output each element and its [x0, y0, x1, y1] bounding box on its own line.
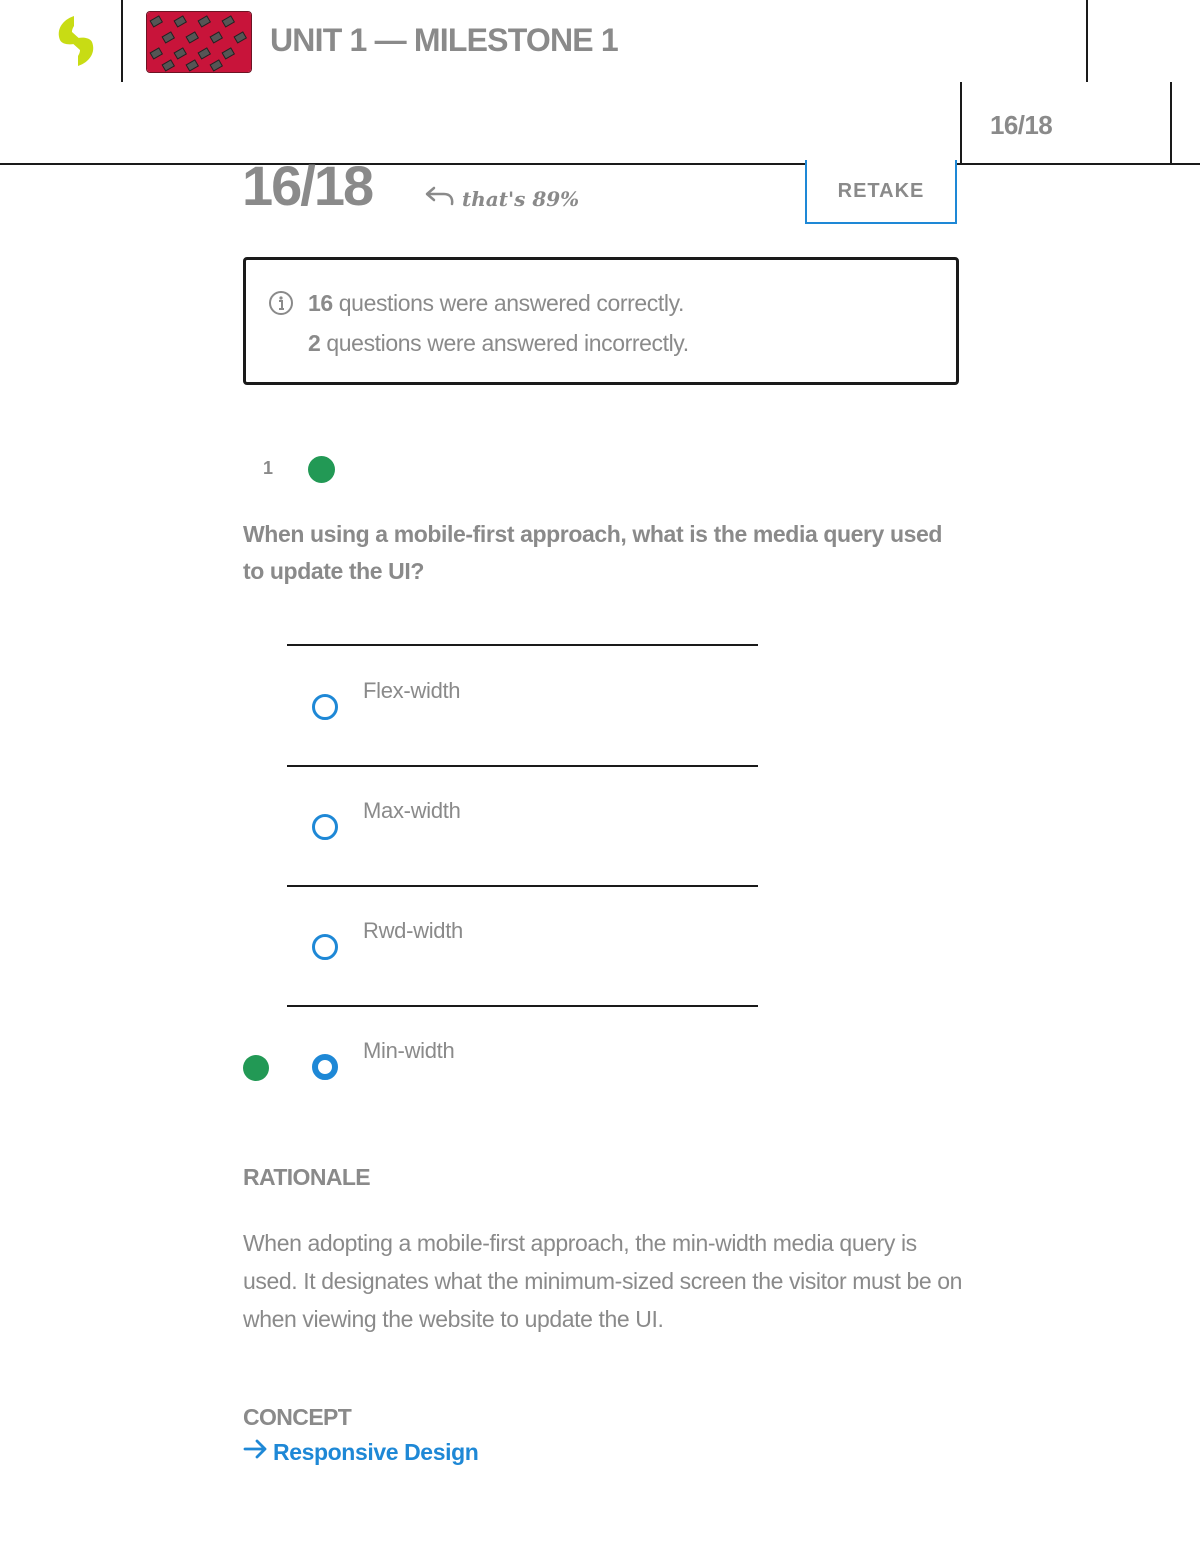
incorrect-summary [308, 330, 689, 357]
option-radio-flex-width[interactable] [312, 694, 338, 720]
sophia-logo-icon[interactable] [52, 14, 100, 68]
question-number: 1 [263, 458, 274, 478]
curved-arrow-icon [424, 184, 456, 213]
correct-summary [308, 290, 684, 317]
option-divider [287, 765, 758, 767]
incorrect-summary-text: questions were answered incorrectly. [320, 330, 689, 356]
option-label[interactable]: Max-width [363, 798, 461, 823]
option-label[interactable]: Flex-width [363, 678, 461, 703]
question-text: When using a mobile-first approach, what is the media query used to update the UI? [243, 521, 943, 584]
option-radio-max-width[interactable] [312, 814, 338, 840]
concept-link-label[interactable]: Responsive Design [273, 1438, 479, 1465]
correct-answer-dot [243, 1055, 269, 1081]
retake-button[interactable]: RETAKE [805, 160, 957, 224]
option-radio-rwd-width[interactable] [312, 934, 338, 960]
results-summary [243, 257, 959, 385]
correct-summary-text: questions were answered correctly. [332, 290, 684, 316]
option-divider [287, 644, 758, 646]
option-divider [287, 885, 758, 887]
rationale-text: When adopting a mobile-first approach, the min-width media query is used. It designates what the minimum-sized screen the visitor must be on when viewing the website to update the UI. [243, 1230, 963, 1332]
arrow-right-icon [243, 1438, 269, 1466]
correct-status-dot [308, 456, 335, 483]
header-divider-right [1086, 0, 1088, 82]
incorrect-count: 2 [308, 330, 321, 356]
score-value: 16/18 [242, 154, 373, 217]
rationale-heading: RATIONALE [243, 1164, 371, 1190]
concept-link[interactable] [243, 1438, 478, 1466]
score-tab[interactable]: 16/18 [990, 110, 1053, 140]
option-radio-min-width[interactable] [312, 1054, 338, 1080]
header-bottom-border [0, 163, 1200, 165]
unit-title: UNIT 1 — MILESTONE 1 [270, 22, 618, 58]
course-thumbnail [146, 11, 252, 73]
percent-note-text: that's 89% [462, 186, 580, 211]
option-label[interactable]: Rwd-width [363, 918, 463, 943]
percent-note [424, 184, 579, 213]
option-divider [287, 1005, 758, 1007]
info-icon [268, 290, 294, 316]
header-divider-left [121, 0, 123, 82]
option-label[interactable]: Min-width [363, 1038, 455, 1063]
score-tab-divider-left [960, 82, 962, 164]
correct-count: 16 [308, 290, 333, 316]
score-tab-divider-right [1170, 82, 1172, 164]
concept-heading: CONCEPT [243, 1404, 352, 1430]
